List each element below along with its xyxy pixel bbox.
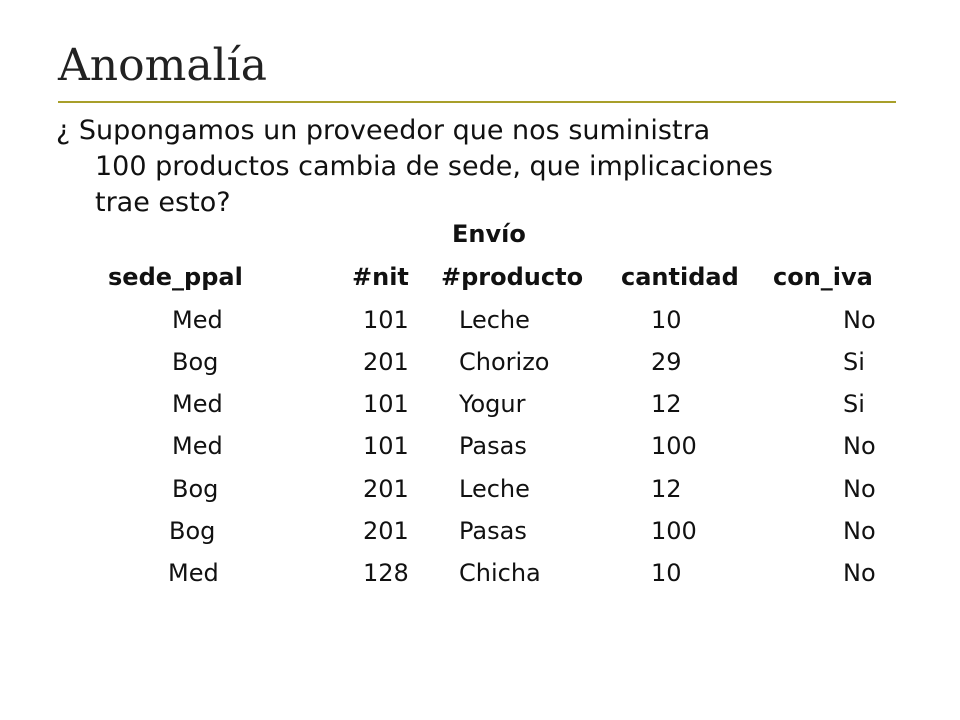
table-cell-con-iva: No bbox=[843, 559, 876, 587]
table-cell-nit: 128 bbox=[363, 559, 409, 587]
table-cell-producto: Pasas bbox=[459, 517, 527, 545]
column-header-sede-ppal: sede_ppal bbox=[108, 263, 243, 291]
table-cell-nit: 201 bbox=[363, 348, 409, 376]
table-cell-nit: 101 bbox=[363, 390, 409, 418]
table-cell-con-iva: No bbox=[843, 432, 876, 460]
column-header-cantidad: cantidad bbox=[621, 263, 739, 291]
table-cell-producto: Chorizo bbox=[459, 348, 550, 376]
table-cell-sede: Bog bbox=[172, 348, 219, 376]
question-line-2: 100 productos cambia de sede, que implicaciones bbox=[95, 151, 773, 182]
table-cell-nit: 201 bbox=[363, 517, 409, 545]
table-cell-cantidad: 29 bbox=[651, 348, 682, 376]
question-line-3: trae esto? bbox=[95, 187, 231, 218]
table-title: Envío bbox=[452, 220, 526, 248]
table-cell-con-iva: No bbox=[843, 517, 876, 545]
table-cell-cantidad: 12 bbox=[651, 475, 682, 503]
table-cell-cantidad: 100 bbox=[651, 432, 697, 460]
question-line-1: ¿ Supongamos un proveedor que nos suministra bbox=[56, 115, 711, 146]
table-cell-con-iva: Si bbox=[843, 348, 865, 376]
table-cell-sede: Med bbox=[168, 559, 219, 587]
table-cell-con-iva: Si bbox=[843, 390, 865, 418]
slide-title: Anomalía bbox=[58, 40, 267, 91]
table-cell-nit: 101 bbox=[363, 432, 409, 460]
table-cell-cantidad: 10 bbox=[651, 559, 682, 587]
table-cell-sede: Med bbox=[172, 390, 223, 418]
table-cell-cantidad: 12 bbox=[651, 390, 682, 418]
table-cell-sede: Bog bbox=[169, 517, 216, 545]
table-cell-sede: Med bbox=[172, 306, 223, 334]
table-cell-cantidad: 100 bbox=[651, 517, 697, 545]
table-cell-producto: Leche bbox=[459, 306, 530, 334]
column-header-producto: #producto bbox=[441, 263, 584, 291]
table-cell-sede: Med bbox=[172, 432, 223, 460]
column-header-con-iva: con_iva bbox=[773, 263, 873, 291]
column-header-nit: #nit bbox=[352, 263, 409, 291]
table-cell-producto: Yogur bbox=[459, 390, 526, 418]
table-cell-con-iva: No bbox=[843, 475, 876, 503]
table-cell-producto: Pasas bbox=[459, 432, 527, 460]
table-cell-sede: Bog bbox=[172, 475, 219, 503]
table-cell-con-iva: No bbox=[843, 306, 876, 334]
table-cell-nit: 101 bbox=[363, 306, 409, 334]
table-cell-nit: 201 bbox=[363, 475, 409, 503]
table-cell-producto: Chicha bbox=[459, 559, 541, 587]
table-cell-producto: Leche bbox=[459, 475, 530, 503]
table-cell-cantidad: 10 bbox=[651, 306, 682, 334]
